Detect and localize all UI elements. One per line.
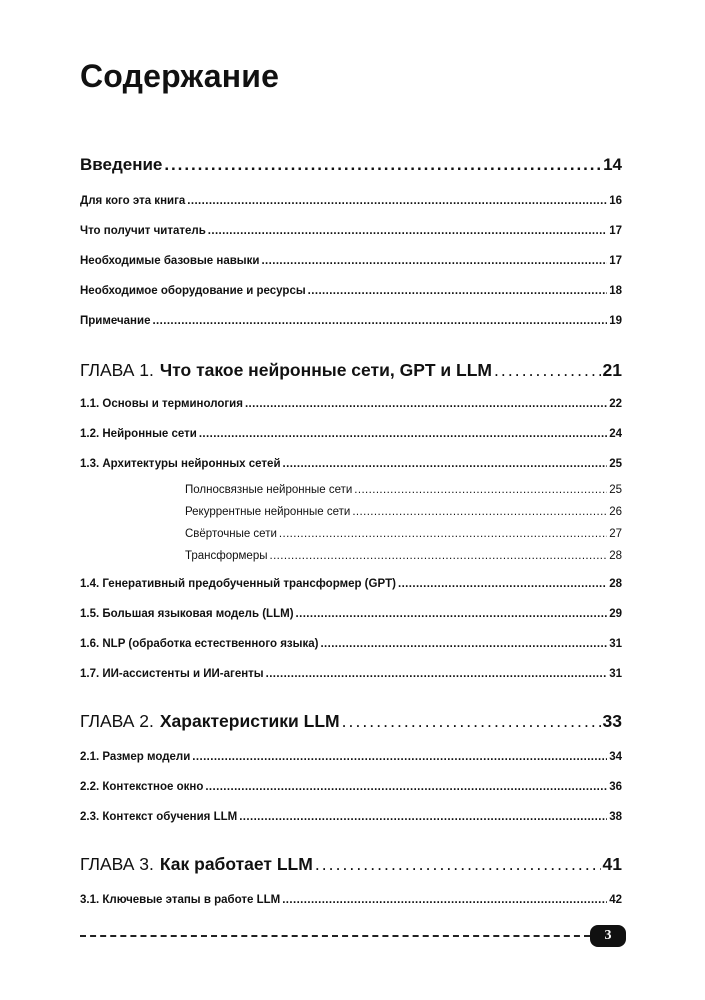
toc-entry-label: Трансформеры <box>185 550 268 562</box>
chapter-prefix: ГЛАВА 3. <box>80 854 154 874</box>
toc-entry[interactable] <box>80 638 622 650</box>
toc-entry-label: 1.4. Генеративный предобученный трансформер (GPT) <box>80 578 396 590</box>
dot-leader <box>199 428 607 440</box>
dot-leader <box>152 315 607 327</box>
toc-page-number: 17 <box>609 255 622 267</box>
dot-leader <box>279 528 607 540</box>
toc-entry-label: Как работает LLM <box>159 854 313 874</box>
toc-chapter-1[interactable] <box>80 360 622 381</box>
toc-page-number: 18 <box>609 285 622 297</box>
dot-leader <box>239 811 607 823</box>
toc-entry[interactable] <box>80 668 622 680</box>
toc-entry-label: Необходимое оборудование и ресурсы <box>80 285 306 297</box>
toc-page-number: 28 <box>609 578 622 590</box>
dot-leader <box>164 155 601 175</box>
dot-leader <box>283 458 608 470</box>
toc-page-number: 41 <box>602 854 622 874</box>
toc-entry-label: 1.7. ИИ-ассистенты и ИИ-агенты <box>80 668 264 680</box>
dot-leader <box>187 195 607 207</box>
toc-entry[interactable] <box>80 894 622 906</box>
toc-chapter-3[interactable] <box>80 854 622 875</box>
toc-entry-label: Что такое нейронные сети, GPT и LLM <box>159 360 492 380</box>
toc-entry[interactable] <box>80 195 622 207</box>
dot-leader <box>266 668 608 680</box>
toc-entry-label: 2.1. Размер модели <box>80 751 191 763</box>
dot-leader <box>398 578 607 590</box>
toc-entry-label: Необходимые базовые навыки <box>80 255 260 267</box>
toc-entry-label: 1.1. Основы и терминология <box>80 398 243 410</box>
dot-leader <box>342 711 601 732</box>
toc-entry[interactable] <box>80 781 622 793</box>
chapter-prefix: ГЛАВА 1. <box>80 360 154 380</box>
dot-leader <box>282 894 607 906</box>
toc-entry[interactable] <box>80 398 622 410</box>
toc-entry[interactable] <box>80 255 622 267</box>
toc-entry-label: 1.5. Большая языковая модель (LLM) <box>80 608 294 620</box>
toc-subentry[interactable] <box>185 484 622 496</box>
dot-leader <box>270 550 608 562</box>
toc-entry[interactable] <box>80 315 622 327</box>
dot-leader <box>245 398 607 410</box>
toc-entry[interactable] <box>80 751 622 763</box>
toc-entry[interactable] <box>80 608 622 620</box>
toc-page-number: 28 <box>609 550 622 562</box>
toc-page-number: 33 <box>602 711 622 731</box>
toc-page-number: 17 <box>609 225 622 237</box>
toc-page-number: 38 <box>609 811 622 823</box>
toc-page-number: 16 <box>609 195 622 207</box>
toc-page-number: 42 <box>609 894 622 906</box>
toc-page-number: 34 <box>609 751 622 763</box>
page-title: Содержание <box>80 58 280 94</box>
toc-entry[interactable] <box>80 428 622 440</box>
dot-leader <box>354 484 607 496</box>
toc-entry-label: 1.6. NLP (обработка естественного языка) <box>80 638 319 650</box>
toc-entry-label: Свёрточные сети <box>185 528 277 540</box>
footer-divider <box>80 935 590 937</box>
dot-leader <box>205 781 607 793</box>
page-number-badge: 3 <box>590 925 626 947</box>
chapter-prefix: ГЛАВА 2. <box>80 711 154 731</box>
toc-entry-intro[interactable] <box>80 155 622 175</box>
toc-entry-label: 1.2. Нейронные сети <box>80 428 197 440</box>
toc-entry-label: 3.1. Ключевые этапы в работе LLM <box>80 894 281 906</box>
dot-leader <box>192 751 607 763</box>
toc-entry-label: Полносвязные нейронные сети <box>185 484 353 496</box>
toc-entry-label: 2.3. Контекст обучения LLM <box>80 811 238 823</box>
toc-entry[interactable] <box>80 458 622 470</box>
toc-entry[interactable] <box>80 225 622 237</box>
dot-leader <box>261 255 607 267</box>
dot-leader <box>320 638 607 650</box>
toc-entry-label: 2.2. Контекстное окно <box>80 781 204 793</box>
toc-page-number: 29 <box>609 608 622 620</box>
dot-leader <box>296 608 608 620</box>
toc-page-number: 31 <box>609 638 622 650</box>
toc-entry[interactable] <box>80 285 622 297</box>
toc-entry-label: 1.3. Архитектуры нейронных сетей <box>80 458 281 470</box>
toc-page-number: 22 <box>609 398 622 410</box>
toc-entry-label: Для кого эта книга <box>80 195 186 207</box>
toc-chapter-2[interactable] <box>80 711 622 732</box>
toc-entry-label: Введение <box>80 155 163 174</box>
toc-subentry[interactable] <box>185 506 622 518</box>
toc-entry-label: Характеристики LLM <box>159 711 340 731</box>
toc-page-number: 36 <box>609 781 622 793</box>
toc-entry-label: Примечание <box>80 315 151 327</box>
toc-page-number: 25 <box>609 458 622 470</box>
toc-entry-label: Что получит читатель <box>80 225 206 237</box>
toc-page-number: 14 <box>603 155 622 174</box>
toc-entry[interactable] <box>80 811 622 823</box>
toc-page-number: 31 <box>609 668 622 680</box>
toc-page-number: 21 <box>602 360 622 380</box>
toc-entry-label: Рекуррентные нейронные сети <box>185 506 351 518</box>
dot-leader <box>315 854 601 875</box>
dot-leader <box>494 360 601 381</box>
toc-subentry[interactable] <box>185 528 622 540</box>
toc-page-number: 27 <box>609 528 622 540</box>
toc-page-number: 26 <box>609 506 622 518</box>
toc-subentry[interactable] <box>185 550 622 562</box>
toc-page-number: 19 <box>609 315 622 327</box>
toc-page-number: 24 <box>609 428 622 440</box>
toc-page-number: 25 <box>609 484 622 496</box>
dot-leader <box>208 225 607 237</box>
dot-leader <box>308 285 608 297</box>
dot-leader <box>352 506 607 518</box>
toc-entry[interactable] <box>80 578 622 590</box>
